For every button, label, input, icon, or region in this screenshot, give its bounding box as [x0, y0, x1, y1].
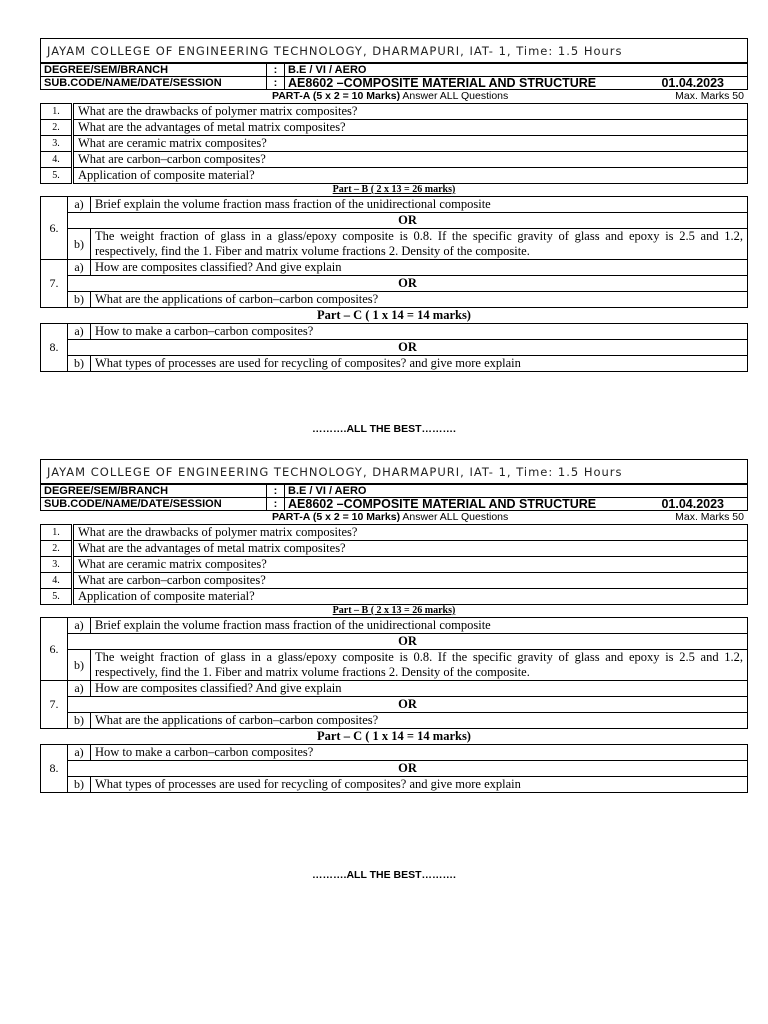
table-row — [41, 573, 748, 589]
question-text: Brief explain the volume fraction mass fraction of the unidirectional composite — [91, 197, 748, 213]
table-row — [41, 324, 748, 340]
question-text: What are the drawbacks of polymer matrix composites? — [73, 525, 748, 541]
degree-label: DEGREE/SEM/BRANCH — [41, 485, 267, 498]
sub-label: a) — [68, 618, 91, 634]
question-text: What are carbon–carbon composites? — [73, 152, 748, 168]
sub-label: b) — [68, 650, 91, 681]
sub-label: a) — [68, 324, 91, 340]
question-text: What are the applications of carbon–carbon composites? — [91, 713, 748, 729]
part-b-table — [40, 196, 748, 308]
question-text: How are composites classified? And give explain — [91, 681, 748, 697]
question-text: What are the advantages of metal matrix composites? — [73, 120, 748, 136]
question-paper-copy-1 — [40, 38, 748, 372]
or-separator: OR — [68, 213, 748, 229]
part-c-heading: Part – C ( 1 x 14 = 14 marks) — [317, 308, 471, 322]
part-a-instruction: Answer ALL Questions — [400, 90, 509, 102]
part-b-heading: Part – B ( 2 x 13 = 26 marks) — [332, 184, 456, 195]
question-text: What are the applications of carbon–carbon composites? — [91, 292, 748, 308]
subject-name: AE8602 –COMPOSITE MATERIAL AND STRUCTURE — [288, 76, 597, 90]
sub-label: b) — [68, 292, 91, 308]
part-a-title: PART-A (5 x 2 = 10 Marks) — [272, 511, 401, 523]
table-row — [41, 229, 748, 260]
max-marks: Max. Marks 50 — [675, 90, 744, 102]
question-number: 7. — [41, 260, 68, 308]
college-title: JAYAM COLLEGE OF ENGINEERING TECHNOLOGY, DHARMAPURI, IAT- 1, Time: 1.5 Hours — [40, 459, 748, 484]
part-a-heading — [40, 511, 748, 524]
table-row — [41, 697, 748, 713]
subject-value — [285, 498, 748, 511]
question-number: 6. — [41, 197, 68, 260]
sub-label: a) — [68, 745, 91, 761]
table-row — [41, 650, 748, 681]
question-number: 2. — [41, 120, 73, 136]
question-text: How are composites classified? And give explain — [91, 260, 748, 276]
question-text: What are the drawbacks of polymer matrix composites? — [73, 104, 748, 120]
sub-label: a) — [68, 260, 91, 276]
part-a-instruction: Answer ALL Questions — [400, 511, 509, 523]
subject-name: AE8602 –COMPOSITE MATERIAL AND STRUCTURE — [288, 497, 597, 511]
question-number: 5. — [41, 589, 73, 605]
table-row — [41, 777, 748, 793]
table-row — [41, 618, 748, 634]
exam-info-table — [40, 484, 748, 511]
sub-label: b) — [68, 356, 91, 372]
or-separator: OR — [68, 340, 748, 356]
sub-label: b) — [68, 713, 91, 729]
subject-value — [285, 77, 748, 90]
part-c-table — [40, 744, 748, 793]
or-separator: OR — [68, 697, 748, 713]
degree-label: DEGREE/SEM/BRANCH — [41, 64, 267, 77]
sub-label: b) — [68, 777, 91, 793]
table-row — [41, 276, 748, 292]
table-row — [41, 260, 748, 276]
table-row — [41, 745, 748, 761]
part-a-heading — [40, 90, 748, 103]
colon: : — [267, 498, 285, 511]
table-row — [41, 213, 748, 229]
question-number: 1. — [41, 104, 73, 120]
question-number: 3. — [41, 557, 73, 573]
or-separator: OR — [68, 276, 748, 292]
college-title: JAYAM COLLEGE OF ENGINEERING TECHNOLOGY, DHARMAPURI, IAT- 1, Time: 1.5 Hours — [40, 38, 748, 63]
exam-date: 01.04.2023 — [661, 76, 724, 90]
table-row — [41, 340, 748, 356]
sub-label: a) — [68, 197, 91, 213]
closing-note: ……….ALL THE BEST………. — [312, 423, 456, 435]
table-row — [41, 292, 748, 308]
degree-value: B.E / VI / AERO — [285, 485, 748, 498]
question-number: 1. — [41, 525, 73, 541]
exam-date: 01.04.2023 — [661, 497, 724, 511]
question-text: What are ceramic matrix composites? — [73, 136, 748, 152]
question-text: How to make a carbon–carbon composites? — [91, 745, 748, 761]
sub-label: b) — [68, 229, 91, 260]
max-marks: Max. Marks 50 — [675, 511, 744, 523]
table-row — [41, 557, 748, 573]
closing-note: ……….ALL THE BEST………. — [312, 869, 456, 881]
or-separator: OR — [68, 761, 748, 777]
question-text: What are ceramic matrix composites? — [73, 557, 748, 573]
degree-value: B.E / VI / AERO — [285, 64, 748, 77]
colon: : — [267, 485, 285, 498]
table-row — [41, 761, 748, 777]
question-text: The weight fraction of glass in a glass/epoxy composite is 0.8. If the specific gravity of glass and epoxy is 2.5 and 1.2, respectively, find the 1. Fiber and matrix volume fractions 2. Density of the composite. — [91, 229, 748, 260]
question-text: Application of composite material? — [73, 168, 748, 184]
question-number: 6. — [41, 618, 68, 681]
question-number: 3. — [41, 136, 73, 152]
table-row — [41, 120, 748, 136]
colon: : — [267, 64, 285, 77]
table-row — [41, 356, 748, 372]
table-row — [41, 541, 748, 557]
question-number: 8. — [41, 745, 68, 793]
sub-label: a) — [68, 681, 91, 697]
question-number: 2. — [41, 541, 73, 557]
question-text: Application of composite material? — [73, 589, 748, 605]
table-row — [41, 104, 748, 120]
table-row — [41, 197, 748, 213]
question-text: How to make a carbon–carbon composites? — [91, 324, 748, 340]
subject-label: SUB.CODE/NAME/DATE/SESSION — [41, 77, 267, 90]
question-number: 5. — [41, 168, 73, 184]
question-number: 4. — [41, 573, 73, 589]
part-c-heading: Part – C ( 1 x 14 = 14 marks) — [317, 729, 471, 743]
part-a-title: PART-A (5 x 2 = 10 Marks) — [272, 90, 401, 102]
or-separator: OR — [68, 634, 748, 650]
part-b-table — [40, 617, 748, 729]
question-text: Brief explain the volume fraction mass fraction of the unidirectional composite — [91, 618, 748, 634]
question-text: What types of processes are used for recycling of composites? and give more explain — [91, 777, 748, 793]
table-row — [41, 681, 748, 697]
exam-info-table — [40, 63, 748, 90]
table-row — [41, 168, 748, 184]
question-number: 8. — [41, 324, 68, 372]
table-row — [41, 634, 748, 650]
table-row — [41, 136, 748, 152]
question-text: What are carbon–carbon composites? — [73, 573, 748, 589]
question-number: 4. — [41, 152, 73, 168]
part-c-table — [40, 323, 748, 372]
question-number: 7. — [41, 681, 68, 729]
question-text: What types of processes are used for recycling of composites? and give more explain — [91, 356, 748, 372]
question-text: The weight fraction of glass in a glass/epoxy composite is 0.8. If the specific gravity of glass and epoxy is 2.5 and 1.2, respectively, find the 1. Fiber and matrix volume fractions 2. Density of the composite. — [91, 650, 748, 681]
table-row — [41, 525, 748, 541]
table-row — [41, 589, 748, 605]
part-a-table — [40, 524, 748, 605]
colon: : — [267, 77, 285, 90]
part-b-heading: Part – B ( 2 x 13 = 26 marks) — [332, 605, 456, 616]
question-text: What are the advantages of metal matrix composites? — [73, 541, 748, 557]
subject-label: SUB.CODE/NAME/DATE/SESSION — [41, 498, 267, 511]
question-paper-copy-2 — [40, 459, 748, 793]
part-a-table — [40, 103, 748, 184]
table-row — [41, 713, 748, 729]
table-row — [41, 152, 748, 168]
